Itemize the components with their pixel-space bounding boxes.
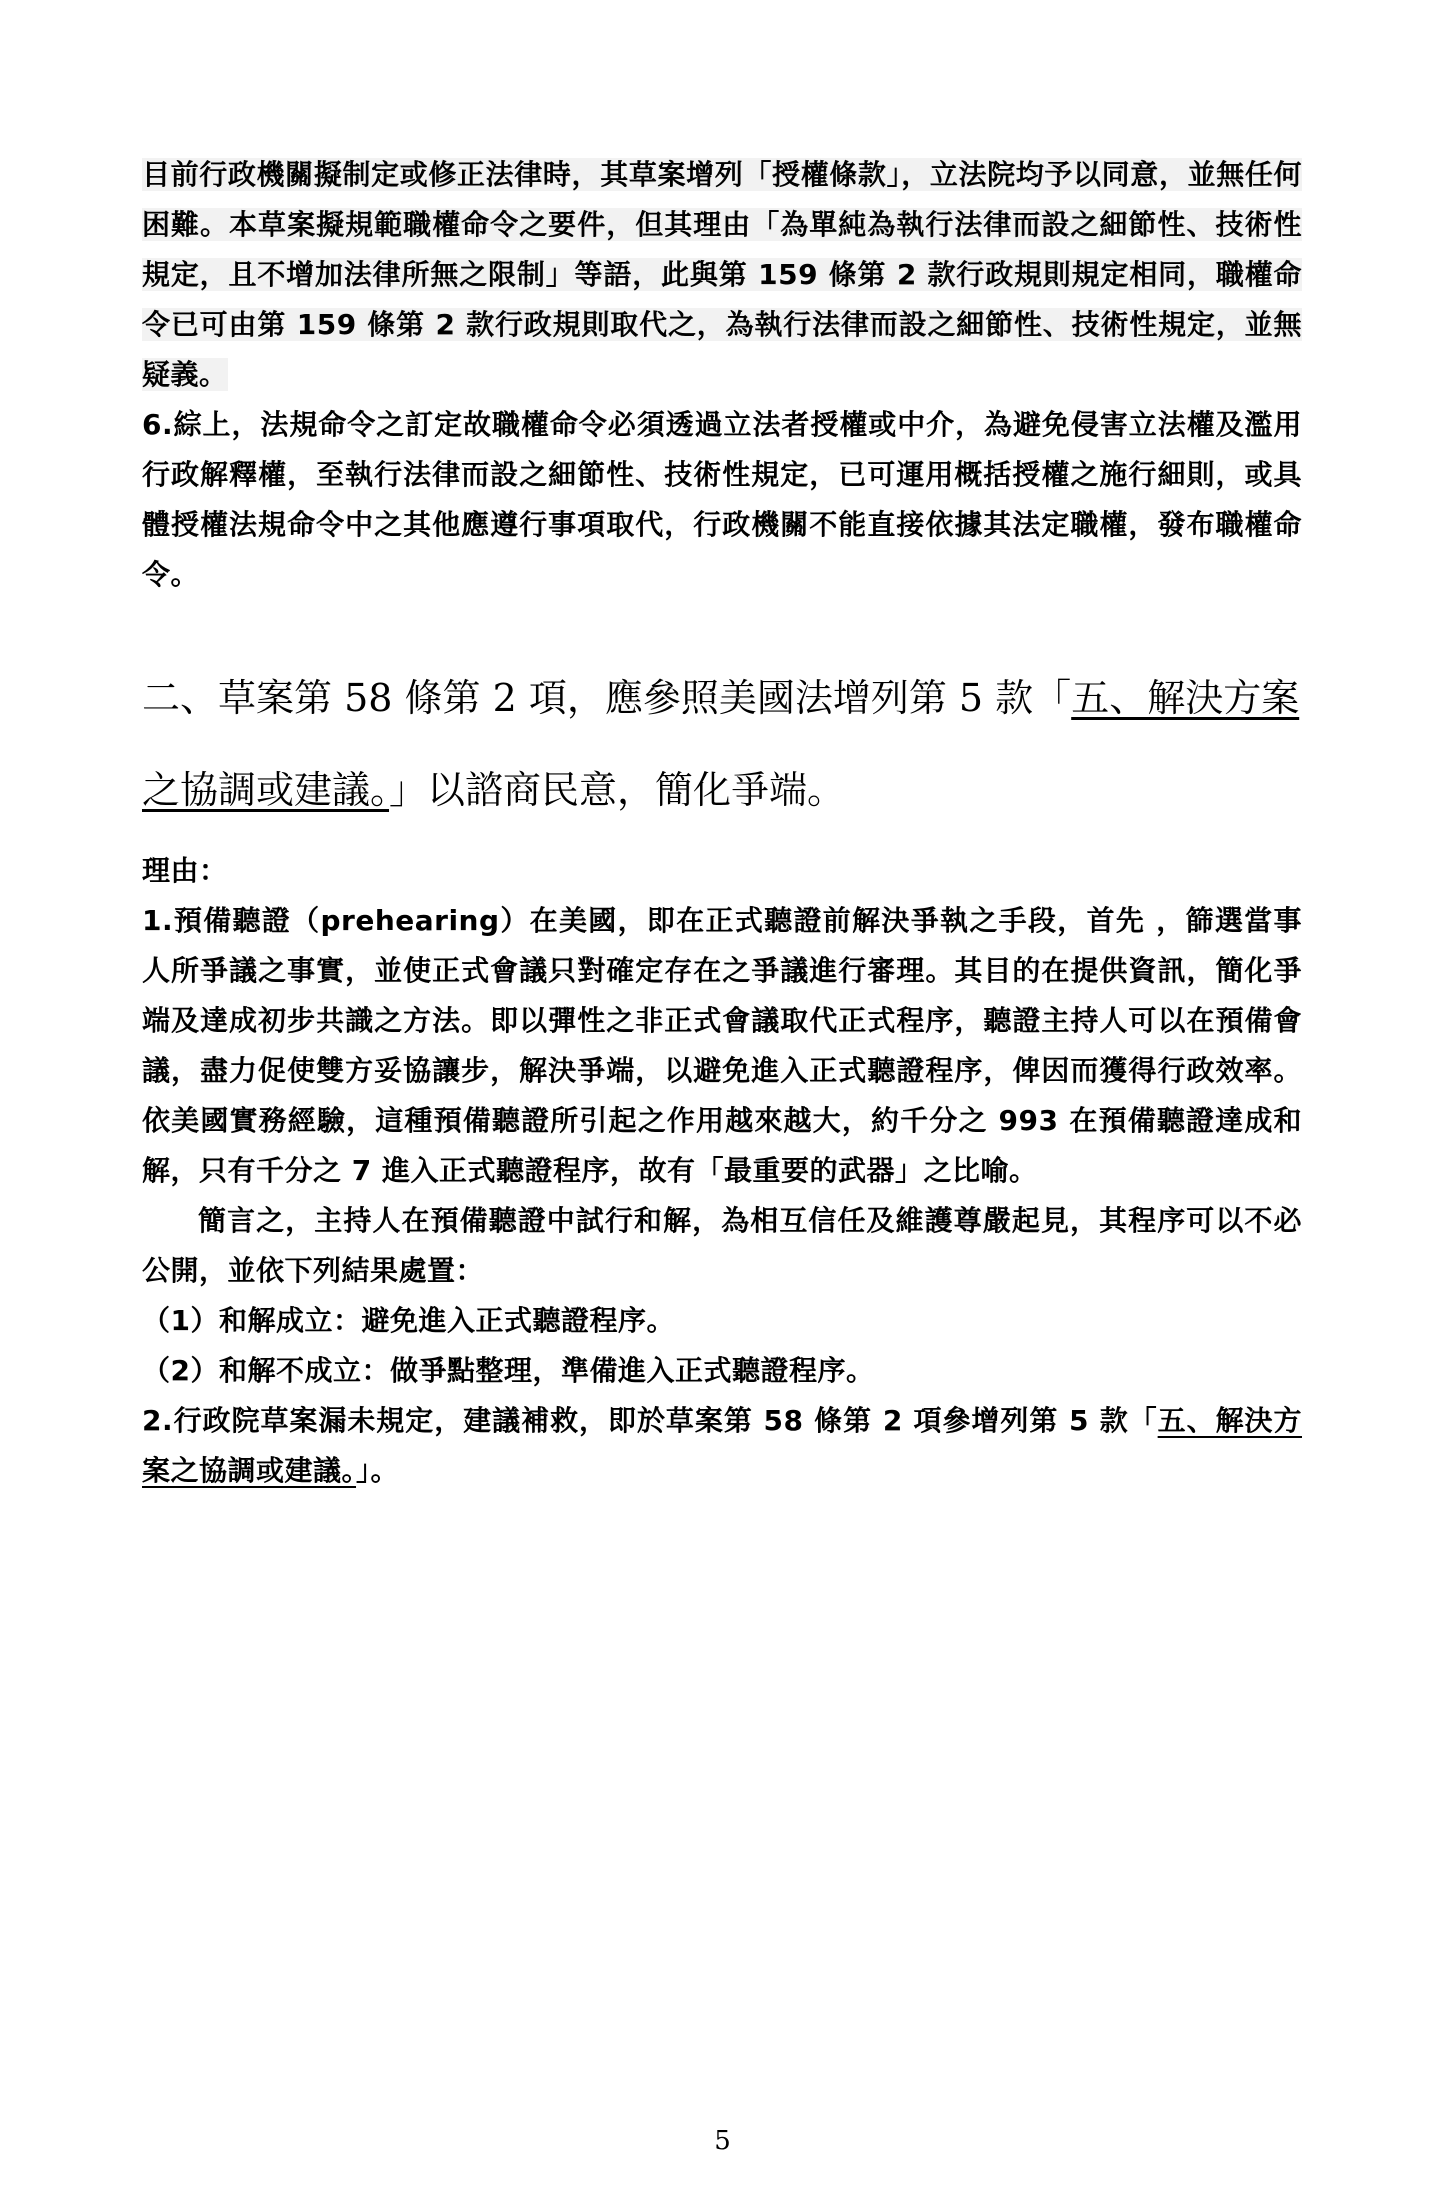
reason-label: 理由： — [142, 854, 228, 887]
spacer — [142, 836, 1302, 846]
section-heading-suffix: 」以諮商民意，簡化爭端。 — [389, 768, 846, 812]
reason-item-2 — [142, 1396, 1302, 1496]
spacer — [142, 600, 1302, 652]
section-heading-underlined: 五、解決方案之協調或建議。 — [142, 676, 1300, 812]
section-heading — [142, 652, 1302, 836]
reason-item-2-prefix: 2.行政院草案漏未規定，建議補救，即於草案第 58 條第 2 項參增列第 5 款「 — [142, 1404, 1158, 1437]
document-body — [142, 150, 1302, 1496]
page-number: 5 — [714, 2126, 731, 2156]
section-heading-prefix: 二、草案第 58 條第 2 項，應參照美國法增列第 5 款「 — [142, 676, 1072, 720]
highlighted-text: 目前行政機關擬制定或修正法律時，其草案增列「授權條款」，立法院均予以同意，並無任何困難。本草案擬規範職權命令之要件，但其理由「為單純為執行法律而設之細節性、技術性規定，且不增加法律所無之限制」等語，此與第 159 條第 2 款行政規則規定相同，職權命令已可由第 159 條第 2 款行政規則取代之，為執行法律而設之細節性、技術性規定，並無疑義。 — [142, 158, 1302, 391]
paragraph-executive-orders — [142, 150, 1302, 400]
reason-item-2-suffix: 」。 — [356, 1454, 400, 1487]
sub-item-1: （1）和解成立：避免進入正式聽證程序。 — [142, 1304, 675, 1337]
reason-item-1: 1.預備聽證（prehearing）在美國，即在正式聽證前解決爭執之手段，首先 ，篩選當事人所爭議之事實，並使正式會議只對確定存在之爭議進行審理。其目的在提供資訊，簡化爭端及達成初步共識之方法。即以彈性之非正式會議取代正式程序，聽證主持人可以在預備會議，盡力促使雙方妥協讓步，解決爭端，以避免進入正式聽證程序，俾因而獲得行政效率。依美國實務經驗，這種預備聽證所引起之作用越來越大，約千分之 993 在預備聽證達成和解，只有千分之 7 進入正式聽證程序，故有「最重要的武器」之比喻。 — [142, 904, 1302, 1187]
reason-item-1-continuation: 簡言之，主持人在預備聽證中試行和解，為相互信任及維護尊嚴起見，其程序可以不必公開，並依下列結果處置： — [142, 1204, 1302, 1287]
reason-item-2-underlined: 五、解決方案之協調或建議。 — [142, 1404, 1302, 1487]
paragraph-conclusion: 6.綜上，法規命令之訂定故職權命令必須透過立法者授權或中介，為避免侵害立法權及濫用行政解釋權，至執行法律而設之細節性、技術性規定，已可運用概括授權之施行細則，或具體授權法規命令中之其他應遵行事項取代，行政機關不能直接依據其法定職權，發布職權命令。 — [142, 408, 1302, 591]
sub-item-2: （2）和解不成立：做爭點整理，準備進入正式聽證程序。 — [142, 1354, 875, 1387]
